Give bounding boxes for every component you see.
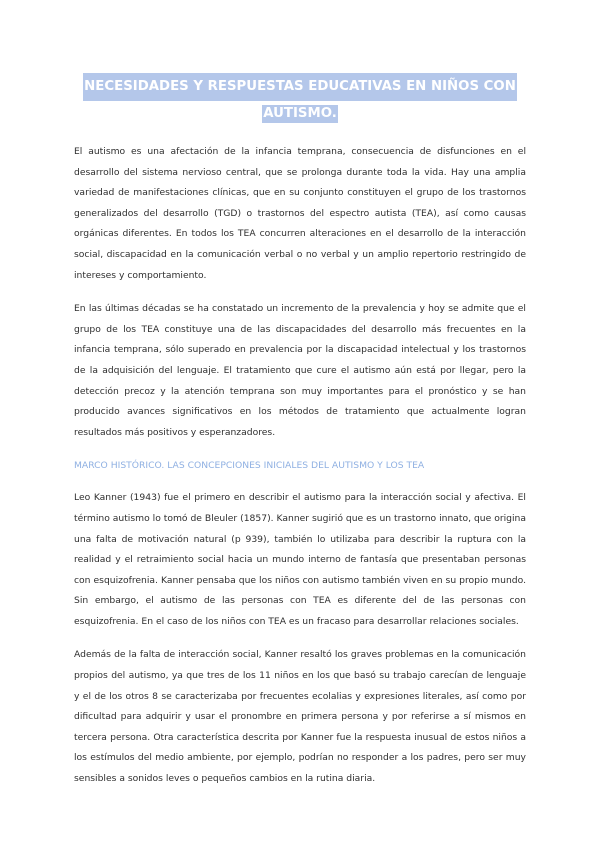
document-body: [74, 142, 526, 803]
paragraph-prevalence: En las últimas décadas se ha constatado un incremento de la prevalencia y hoy se admite que el grupo de los TEA constituye una de las discapacidades del desarrollo más frecuentes en la infancia temprana, sólo superado en prevalencia por la discapacidad intelectual y los trastornos de la adquisición del lenguaje. El tratamiento que cure el autismo aún está por llegar, pero la detección precoz y la atención temprana son muy importantes para el pronóstico y se han producido avances significativos en los métodos de tratamiento que actualmente logran resultados más positivos y esperanzadores.: [74, 303, 526, 438]
paragraph-kanner: Leo Kanner (1943) fue el primero en describir el autismo para la interacción social y afectiva. El término autismo lo tomó de Bleuler (1857). Kanner sugirió que es un trastorno innato, que origina una falta de motivación natural (p 939), también lo utilizaba para describir la ruptura con la realidad y el retraimiento social hacia un mundo interno de fantasía que presentaban personas con esquizofrenia. Kanner pensaba que los niños con autismo también viven en su propio mundo. Sin embargo, el autismo de las personas con TEA es diferente del de las personas con esquizofrenia. En el caso de los niños con TEA es un fracaso para desarrollar relaciones sociales.: [74, 492, 526, 627]
title-line-2: AUTISMO.: [263, 106, 337, 121]
paragraph-communication: Además de la falta de interacción social, Kanner resaltó los graves problemas en la comunicación propios del autismo, ya que tres de los 11 niños en los que basó su trabajo carecían de lenguaje y el de los otros 8 se caracterizaba por frecuentes ecolalias y expresiones literales, así como por dificultad para adquirir y usar el pronombre en primera persona y por referirse a sí mismos en tercera persona. Otra característica descrita por Kanner fue la respuesta inusual de estos niños a los estímulos del medio ambiente, por ejemplo, podrían no responder a los padres, pero ser muy sensibles a sonidos leves o pequeños cambios en la rutina diaria.: [74, 649, 526, 785]
paragraph-intro: El autismo es una afectación de la infancia temprana, consecuencia de disfunciones en el desarrollo del sistema nervioso central, que se prolonga durante toda la vida. Hay una amplia variedad de manifestaciones clínicas, que en su conjunto constituyen el grupo de los trastornos generalizados del desarrollo (TGD) o trastornos del espectro autista (TEA), así como causas orgánicas diferentes. En todos los TEA concurren alteraciones en el desarrollo de la interacción social, discapacidad en la comunicación verbal o no verbal y un amplio repertorio restringido de intereses y comportamiento.: [74, 146, 526, 281]
section-heading: MARCO HISTÓRICO. LAS CONCEPCIONES INICIALES DEL AUTISMO Y LOS TEA: [74, 460, 425, 472]
document-title: [0, 0, 600, 126]
title-line-1: NECESIDADES Y RESPUESTAS EDUCATIVAS EN NIÑOS CON: [83, 73, 517, 101]
